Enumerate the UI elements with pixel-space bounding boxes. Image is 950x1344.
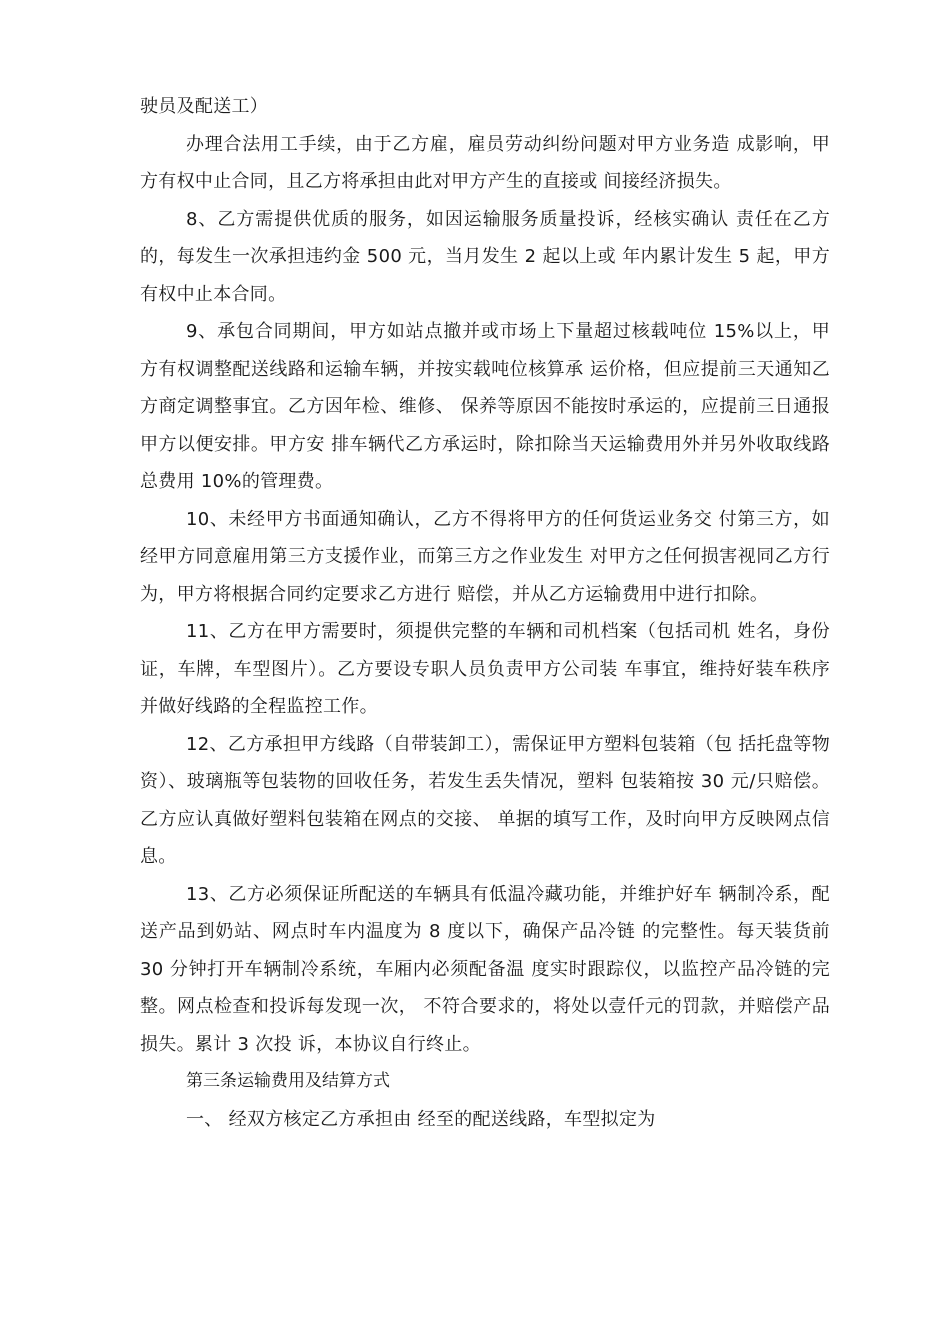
clause-11: 11、乙方在甲方需要时，须提供完整的车辆和司机档案（包括司机 姓名，身份证，车牌，车型图片）。乙方要设专职人员负责甲方公司装 车事宜，维持好装车秩序并做好线路的全程监控工作。: [140, 621, 830, 717]
clause-10: 10、未经甲方书面通知确认，乙方不得将甲方的任何货运业务交 付第三方，如经甲方同意雇用第三方支援作业，而第三方之作业发生 对甲方之任何损害视同乙方行为，甲方将根据合同约定要求乙方进行 赔偿，并从乙方运输费用中进行扣除。: [140, 508, 830, 605]
document-body: [140, 88, 830, 1138]
clause-9: 9、承包合同期间，甲方如站点撤并或市场上下量超过核载吨位 15%以上，甲方有权调整配送线路和运输车辆，并按实载吨位核算承 运价格，但应提前三天通知乙方商定调整事宜。乙方因年检、维修、 保养等原因不能按时承运的，应提前三日通报甲方以便安排。甲方安 排车辆代乙方承运时，除扣除当天运输费用外并另外收取线路总费用 10%的管理费。: [140, 321, 830, 492]
paragraph-labor-procedures: 办理合法用工手续，由于乙方雇，雇员劳动纠纷问题对甲方业务造 成影响，甲方有权中止合同，且乙方将承担由此对甲方产生的直接或 间接经济损失。: [140, 133, 830, 192]
clause-8: 8、乙方需提供优质的服务，如因运输服务质量投诉，经核实确认 责任在乙方的，每发生一次承担违约金 500 元，当月发生 2 起以上或 年内累计发生 5 起，甲方有权中止本合同。: [140, 208, 830, 305]
clause-12: 12、乙方承担甲方线路（自带装卸工），需保证甲方塑料包装箱（包 括托盘等物资）、玻璃瓶等包装物的回收任务，若发生丢失情况，塑料 包装箱按 30 元/只赔偿。乙方应认真做好塑料包装箱在网点的交接、 单据的填写工作，及时向甲方反映网点信息。: [140, 733, 830, 867]
clause-13: 13、乙方必须保证所配送的车辆具有低温冷藏功能，并维护好车 辆制冷系，配送产品到奶站、网点时车内温度为 8 度以下，确保产品冷链 的完整性。每天装货前 30 分钟打开车辆制冷系统，车厢内必须配备温 度实时跟踪仪，以监控产品冷链的完整。网点检查和投诉每发现一次， 不符合要求的，将处以壹仟元的罚款，并赔偿产品损失。累计 3 次投 诉，本协议自行终止。: [140, 883, 830, 1055]
article-3-item-1: 一、 经双方核定乙方承担由 经至的配送线路，车型拟定为: [186, 1108, 656, 1130]
section-title-article-3: 第三条运输费用及结算方式: [186, 1071, 390, 1091]
paragraph-continuation: 驶员及配送工）: [140, 96, 269, 117]
